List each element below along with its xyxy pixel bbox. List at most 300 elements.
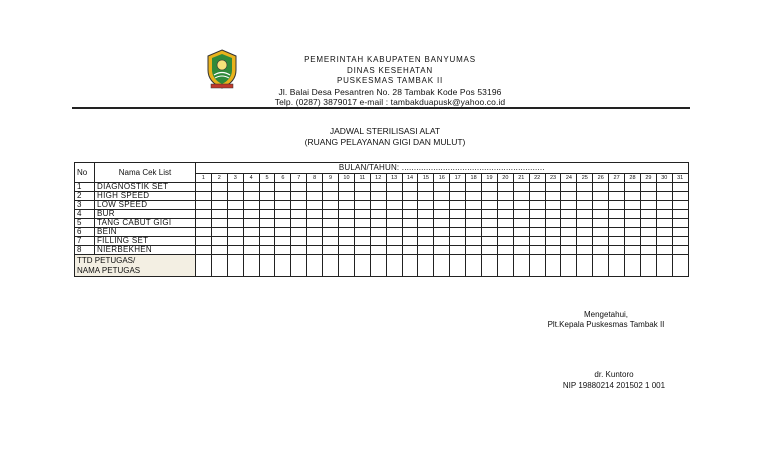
row-number: 3 bbox=[75, 201, 95, 210]
checkbox-cell[interactable] bbox=[339, 228, 355, 237]
checkbox-cell[interactable] bbox=[609, 201, 625, 210]
signature-cell[interactable] bbox=[196, 255, 212, 277]
checkbox-cell[interactable] bbox=[482, 183, 498, 192]
checkbox-cell[interactable] bbox=[354, 210, 370, 219]
checkbox-cell[interactable] bbox=[450, 228, 466, 237]
checkbox-cell[interactable] bbox=[354, 201, 370, 210]
checkbox-cell[interactable] bbox=[259, 246, 275, 255]
checkbox-cell[interactable] bbox=[640, 246, 656, 255]
checkbox-cell[interactable] bbox=[402, 183, 418, 192]
day-header: 21 bbox=[513, 174, 529, 183]
checkbox-cell[interactable] bbox=[593, 219, 609, 228]
checklist-item-name: FILLING SET bbox=[95, 237, 196, 246]
row-number: 5 bbox=[75, 219, 95, 228]
checkbox-cell[interactable] bbox=[386, 210, 402, 219]
checkbox-cell[interactable] bbox=[672, 228, 688, 237]
checkbox-cell[interactable] bbox=[402, 228, 418, 237]
checkbox-cell[interactable] bbox=[243, 192, 259, 201]
checkbox-cell[interactable] bbox=[529, 228, 545, 237]
checkbox-cell[interactable] bbox=[196, 246, 212, 255]
day-header: 1 bbox=[196, 174, 212, 183]
checkbox-cell[interactable] bbox=[291, 192, 307, 201]
checkbox-cell[interactable] bbox=[291, 183, 307, 192]
signature-cell[interactable] bbox=[466, 255, 482, 277]
signature-cell[interactable] bbox=[354, 255, 370, 277]
checkbox-cell[interactable] bbox=[577, 210, 593, 219]
checkbox-cell[interactable] bbox=[339, 183, 355, 192]
checkbox-cell[interactable] bbox=[593, 201, 609, 210]
checkbox-cell[interactable] bbox=[339, 219, 355, 228]
checkbox-cell[interactable] bbox=[561, 219, 577, 228]
checkbox-cell[interactable] bbox=[386, 237, 402, 246]
checkbox-cell[interactable] bbox=[196, 192, 212, 201]
checkbox-cell[interactable] bbox=[259, 192, 275, 201]
checkbox-cell[interactable] bbox=[307, 246, 323, 255]
checkbox-cell[interactable] bbox=[402, 192, 418, 201]
checkbox-cell[interactable] bbox=[656, 219, 672, 228]
signature-cell[interactable] bbox=[291, 255, 307, 277]
checkbox-cell[interactable] bbox=[625, 192, 641, 201]
signature-cell[interactable] bbox=[402, 255, 418, 277]
signature-cell[interactable] bbox=[307, 255, 323, 277]
checkbox-cell[interactable] bbox=[291, 246, 307, 255]
checkbox-cell[interactable] bbox=[227, 228, 243, 237]
checkbox-cell[interactable] bbox=[259, 210, 275, 219]
checkbox-cell[interactable] bbox=[561, 183, 577, 192]
day-header: 14 bbox=[402, 174, 418, 183]
checkbox-cell[interactable] bbox=[545, 228, 561, 237]
checkbox-cell[interactable] bbox=[434, 219, 450, 228]
checkbox-cell[interactable] bbox=[259, 219, 275, 228]
checkbox-cell[interactable] bbox=[466, 210, 482, 219]
checkbox-cell[interactable] bbox=[672, 246, 688, 255]
checkbox-cell[interactable] bbox=[450, 237, 466, 246]
checkbox-cell[interactable] bbox=[640, 192, 656, 201]
checkbox-cell[interactable] bbox=[354, 237, 370, 246]
checkbox-cell[interactable] bbox=[291, 210, 307, 219]
checkbox-cell[interactable] bbox=[545, 201, 561, 210]
checkbox-cell[interactable] bbox=[434, 192, 450, 201]
checkbox-cell[interactable] bbox=[466, 192, 482, 201]
checkbox-cell[interactable] bbox=[656, 237, 672, 246]
letterhead-divider bbox=[72, 107, 690, 109]
checkbox-cell[interactable] bbox=[227, 246, 243, 255]
signature-cell[interactable] bbox=[513, 255, 529, 277]
checkbox-cell[interactable] bbox=[291, 228, 307, 237]
checkbox-cell[interactable] bbox=[482, 192, 498, 201]
checkbox-cell[interactable] bbox=[402, 201, 418, 210]
checkbox-cell[interactable] bbox=[339, 237, 355, 246]
checkbox-cell[interactable] bbox=[529, 210, 545, 219]
checkbox-cell[interactable] bbox=[529, 192, 545, 201]
checkbox-cell[interactable] bbox=[513, 228, 529, 237]
checkbox-cell[interactable] bbox=[561, 246, 577, 255]
checkbox-cell[interactable] bbox=[227, 237, 243, 246]
checkbox-cell[interactable] bbox=[482, 228, 498, 237]
checkbox-cell[interactable] bbox=[402, 246, 418, 255]
checkbox-cell[interactable] bbox=[339, 210, 355, 219]
checkbox-cell[interactable] bbox=[561, 201, 577, 210]
checkbox-cell[interactable] bbox=[259, 237, 275, 246]
checkbox-cell[interactable] bbox=[275, 219, 291, 228]
checkbox-cell[interactable] bbox=[672, 237, 688, 246]
checkbox-cell[interactable] bbox=[386, 192, 402, 201]
checkbox-cell[interactable] bbox=[227, 192, 243, 201]
checkbox-cell[interactable] bbox=[577, 237, 593, 246]
checkbox-cell[interactable] bbox=[307, 192, 323, 201]
checkbox-cell[interactable] bbox=[275, 183, 291, 192]
checkbox-cell[interactable] bbox=[243, 246, 259, 255]
checkbox-cell[interactable] bbox=[450, 246, 466, 255]
day-header: 13 bbox=[386, 174, 402, 183]
checkbox-cell[interactable] bbox=[513, 210, 529, 219]
checkbox-cell[interactable] bbox=[386, 228, 402, 237]
checkbox-cell[interactable] bbox=[418, 201, 434, 210]
signature-cell[interactable] bbox=[593, 255, 609, 277]
checkbox-cell[interactable] bbox=[339, 246, 355, 255]
checkbox-cell[interactable] bbox=[370, 183, 386, 192]
checkbox-cell[interactable] bbox=[211, 201, 227, 210]
checkbox-cell[interactable] bbox=[577, 219, 593, 228]
table-header-row bbox=[75, 163, 689, 174]
checkbox-cell[interactable] bbox=[497, 237, 513, 246]
checkbox-cell[interactable] bbox=[307, 228, 323, 237]
signature-cell[interactable] bbox=[450, 255, 466, 277]
signature-cell[interactable] bbox=[577, 255, 593, 277]
checkbox-cell[interactable] bbox=[466, 246, 482, 255]
checkbox-cell[interactable] bbox=[545, 192, 561, 201]
checkbox-cell[interactable] bbox=[561, 192, 577, 201]
checkbox-cell[interactable] bbox=[196, 237, 212, 246]
checkbox-cell[interactable] bbox=[482, 237, 498, 246]
checkbox-cell[interactable] bbox=[339, 192, 355, 201]
checkbox-cell[interactable] bbox=[672, 210, 688, 219]
signature-cell[interactable] bbox=[339, 255, 355, 277]
checkbox-cell[interactable] bbox=[640, 183, 656, 192]
signature-cell[interactable] bbox=[434, 255, 450, 277]
checkbox-cell[interactable] bbox=[609, 183, 625, 192]
checkbox-cell[interactable] bbox=[625, 210, 641, 219]
checkbox-cell[interactable] bbox=[545, 246, 561, 255]
checkbox-cell[interactable] bbox=[196, 183, 212, 192]
checkbox-cell[interactable] bbox=[418, 219, 434, 228]
checkbox-cell[interactable] bbox=[545, 219, 561, 228]
checkbox-cell[interactable] bbox=[513, 237, 529, 246]
checkbox-cell[interactable] bbox=[354, 228, 370, 237]
checkbox-cell[interactable] bbox=[609, 192, 625, 201]
checkbox-cell[interactable] bbox=[291, 237, 307, 246]
checkbox-cell[interactable] bbox=[227, 210, 243, 219]
checkbox-cell[interactable] bbox=[370, 237, 386, 246]
checkbox-cell[interactable] bbox=[323, 219, 339, 228]
checkbox-cell[interactable] bbox=[386, 183, 402, 192]
checkbox-cell[interactable] bbox=[339, 201, 355, 210]
checkbox-cell[interactable] bbox=[513, 201, 529, 210]
checkbox-cell[interactable] bbox=[323, 183, 339, 192]
checkbox-cell[interactable] bbox=[450, 183, 466, 192]
checkbox-cell[interactable] bbox=[593, 237, 609, 246]
checkbox-cell[interactable] bbox=[434, 237, 450, 246]
day-header: 30 bbox=[656, 174, 672, 183]
checkbox-cell[interactable] bbox=[211, 237, 227, 246]
checkbox-cell[interactable] bbox=[466, 219, 482, 228]
checkbox-cell[interactable] bbox=[482, 246, 498, 255]
document-title-block bbox=[240, 126, 530, 148]
checkbox-cell[interactable] bbox=[323, 201, 339, 210]
checkbox-cell[interactable] bbox=[609, 210, 625, 219]
signature-cell[interactable] bbox=[656, 255, 672, 277]
checkbox-cell[interactable] bbox=[609, 219, 625, 228]
checkbox-cell[interactable] bbox=[450, 219, 466, 228]
checkbox-cell[interactable] bbox=[370, 192, 386, 201]
signature-cell[interactable] bbox=[561, 255, 577, 277]
checkbox-cell[interactable] bbox=[625, 219, 641, 228]
checkbox-cell[interactable] bbox=[529, 201, 545, 210]
checkbox-cell[interactable] bbox=[497, 210, 513, 219]
checkbox-cell[interactable] bbox=[482, 201, 498, 210]
checkbox-cell[interactable] bbox=[656, 210, 672, 219]
checkbox-cell[interactable] bbox=[593, 246, 609, 255]
checkbox-cell[interactable] bbox=[370, 219, 386, 228]
signature-cell[interactable] bbox=[545, 255, 561, 277]
checkbox-cell[interactable] bbox=[593, 192, 609, 201]
checkbox-cell[interactable] bbox=[418, 228, 434, 237]
checkbox-cell[interactable] bbox=[196, 201, 212, 210]
checkbox-cell[interactable] bbox=[656, 228, 672, 237]
checkbox-cell[interactable] bbox=[434, 246, 450, 255]
checkbox-cell[interactable] bbox=[513, 183, 529, 192]
checkbox-cell[interactable] bbox=[577, 183, 593, 192]
checkbox-cell[interactable] bbox=[402, 210, 418, 219]
checkbox-cell[interactable] bbox=[354, 183, 370, 192]
checkbox-cell[interactable] bbox=[513, 219, 529, 228]
checkbox-cell[interactable] bbox=[656, 246, 672, 255]
checkbox-cell[interactable] bbox=[211, 246, 227, 255]
checkbox-cell[interactable] bbox=[434, 201, 450, 210]
checkbox-cell[interactable] bbox=[307, 201, 323, 210]
checkbox-cell[interactable] bbox=[577, 201, 593, 210]
table-row bbox=[75, 201, 689, 210]
checkbox-cell[interactable] bbox=[545, 237, 561, 246]
checkbox-cell[interactable] bbox=[307, 237, 323, 246]
checkbox-cell[interactable] bbox=[259, 228, 275, 237]
checkbox-cell[interactable] bbox=[466, 201, 482, 210]
checkbox-cell[interactable] bbox=[640, 228, 656, 237]
checkbox-cell[interactable] bbox=[561, 228, 577, 237]
checkbox-cell[interactable] bbox=[529, 246, 545, 255]
checkbox-cell[interactable] bbox=[434, 183, 450, 192]
signature-cell[interactable] bbox=[672, 255, 688, 277]
checkbox-cell[interactable] bbox=[418, 192, 434, 201]
checkbox-cell[interactable] bbox=[466, 228, 482, 237]
checkbox-cell[interactable] bbox=[227, 201, 243, 210]
signature-cell[interactable] bbox=[640, 255, 656, 277]
checkbox-cell[interactable] bbox=[370, 201, 386, 210]
checkbox-cell[interactable] bbox=[640, 219, 656, 228]
checkbox-cell[interactable] bbox=[672, 183, 688, 192]
checkbox-cell[interactable] bbox=[211, 219, 227, 228]
checkbox-cell[interactable] bbox=[196, 228, 212, 237]
checkbox-cell[interactable] bbox=[323, 237, 339, 246]
checkbox-cell[interactable] bbox=[609, 228, 625, 237]
checkbox-cell[interactable] bbox=[593, 228, 609, 237]
checkbox-cell[interactable] bbox=[625, 201, 641, 210]
checkbox-cell[interactable] bbox=[466, 237, 482, 246]
checkbox-cell[interactable] bbox=[561, 237, 577, 246]
checkbox-cell[interactable] bbox=[625, 237, 641, 246]
checkbox-cell[interactable] bbox=[482, 210, 498, 219]
checkbox-cell[interactable] bbox=[497, 192, 513, 201]
checkbox-cell[interactable] bbox=[354, 192, 370, 201]
checkbox-cell[interactable] bbox=[545, 183, 561, 192]
checkbox-cell[interactable] bbox=[275, 237, 291, 246]
checkbox-cell[interactable] bbox=[672, 201, 688, 210]
checkbox-cell[interactable] bbox=[577, 192, 593, 201]
checkbox-cell[interactable] bbox=[370, 228, 386, 237]
signature-cell[interactable] bbox=[259, 255, 275, 277]
checkbox-cell[interactable] bbox=[275, 201, 291, 210]
checkbox-cell[interactable] bbox=[656, 183, 672, 192]
signature-cell[interactable] bbox=[370, 255, 386, 277]
signature-cell[interactable] bbox=[529, 255, 545, 277]
signature-cell[interactable] bbox=[482, 255, 498, 277]
checkbox-cell[interactable] bbox=[323, 210, 339, 219]
checkbox-cell[interactable] bbox=[323, 246, 339, 255]
checkbox-cell[interactable] bbox=[529, 237, 545, 246]
checkbox-cell[interactable] bbox=[625, 183, 641, 192]
checkbox-cell[interactable] bbox=[418, 237, 434, 246]
checkbox-cell[interactable] bbox=[386, 201, 402, 210]
checkbox-cell[interactable] bbox=[497, 228, 513, 237]
row-number: 7 bbox=[75, 237, 95, 246]
signature-cell[interactable] bbox=[418, 255, 434, 277]
signature-cell[interactable] bbox=[227, 255, 243, 277]
checkbox-cell[interactable] bbox=[640, 201, 656, 210]
checkbox-cell[interactable] bbox=[227, 183, 243, 192]
checkbox-cell[interactable] bbox=[275, 210, 291, 219]
letterhead-government: PEMERINTAH KABUPATEN BANYUMAS bbox=[304, 55, 476, 64]
signature-cell[interactable] bbox=[243, 255, 259, 277]
checkbox-cell[interactable] bbox=[259, 183, 275, 192]
checkbox-cell[interactable] bbox=[656, 192, 672, 201]
checkbox-cell[interactable] bbox=[450, 210, 466, 219]
checkbox-cell[interactable] bbox=[625, 246, 641, 255]
checkbox-cell[interactable] bbox=[402, 219, 418, 228]
banyumas-regency-emblem-icon bbox=[205, 48, 239, 90]
checkbox-cell[interactable] bbox=[450, 192, 466, 201]
signature-cell[interactable] bbox=[386, 255, 402, 277]
checkbox-cell[interactable] bbox=[386, 246, 402, 255]
checkbox-cell[interactable] bbox=[497, 219, 513, 228]
signature-cell[interactable] bbox=[609, 255, 625, 277]
checkbox-cell[interactable] bbox=[196, 210, 212, 219]
day-header: 31 bbox=[672, 174, 688, 183]
checkbox-cell[interactable] bbox=[354, 219, 370, 228]
checkbox-cell[interactable] bbox=[243, 228, 259, 237]
checkbox-cell[interactable] bbox=[672, 192, 688, 201]
signature-cell[interactable] bbox=[323, 255, 339, 277]
checkbox-cell[interactable] bbox=[577, 228, 593, 237]
checkbox-cell[interactable] bbox=[450, 201, 466, 210]
checkbox-cell[interactable] bbox=[418, 246, 434, 255]
checkbox-cell[interactable] bbox=[370, 210, 386, 219]
checkbox-cell[interactable] bbox=[609, 237, 625, 246]
checkbox-cell[interactable] bbox=[211, 192, 227, 201]
checkbox-cell[interactable] bbox=[291, 219, 307, 228]
checklist-item-name: NIERBEKHEN bbox=[95, 246, 196, 255]
checkbox-cell[interactable] bbox=[291, 201, 307, 210]
checkbox-cell[interactable] bbox=[672, 219, 688, 228]
checkbox-cell[interactable] bbox=[545, 210, 561, 219]
checkbox-cell[interactable] bbox=[593, 183, 609, 192]
day-header: 6 bbox=[275, 174, 291, 183]
checkbox-cell[interactable] bbox=[323, 192, 339, 201]
checkbox-cell[interactable] bbox=[497, 201, 513, 210]
checkbox-cell[interactable] bbox=[243, 183, 259, 192]
checkbox-cell[interactable] bbox=[307, 183, 323, 192]
checkbox-cell[interactable] bbox=[243, 237, 259, 246]
checkbox-cell[interactable] bbox=[482, 219, 498, 228]
checkbox-cell[interactable] bbox=[593, 210, 609, 219]
checkbox-cell[interactable] bbox=[640, 237, 656, 246]
checkbox-cell[interactable] bbox=[307, 219, 323, 228]
checkbox-cell[interactable] bbox=[529, 183, 545, 192]
checkbox-cell[interactable] bbox=[370, 246, 386, 255]
signature-cell[interactable] bbox=[497, 255, 513, 277]
day-header: 25 bbox=[577, 174, 593, 183]
checkbox-cell[interactable] bbox=[243, 219, 259, 228]
checkbox-cell[interactable] bbox=[466, 183, 482, 192]
checkbox-cell[interactable] bbox=[323, 228, 339, 237]
checkbox-cell[interactable] bbox=[418, 210, 434, 219]
checkbox-cell[interactable] bbox=[354, 246, 370, 255]
signature-cell[interactable] bbox=[275, 255, 291, 277]
checkbox-cell[interactable] bbox=[434, 228, 450, 237]
checkbox-cell[interactable] bbox=[243, 201, 259, 210]
checkbox-cell[interactable] bbox=[211, 210, 227, 219]
checkbox-cell[interactable] bbox=[513, 246, 529, 255]
checkbox-cell[interactable] bbox=[275, 228, 291, 237]
checkbox-cell[interactable] bbox=[196, 219, 212, 228]
checkbox-cell[interactable] bbox=[259, 201, 275, 210]
signature-cell[interactable] bbox=[625, 255, 641, 277]
checkbox-cell[interactable] bbox=[243, 210, 259, 219]
checkbox-cell[interactable] bbox=[625, 228, 641, 237]
checkbox-cell[interactable] bbox=[275, 192, 291, 201]
signature-cell[interactable] bbox=[211, 255, 227, 277]
checkbox-cell[interactable] bbox=[609, 246, 625, 255]
checkbox-cell[interactable] bbox=[418, 183, 434, 192]
checkbox-cell[interactable] bbox=[211, 183, 227, 192]
checkbox-cell[interactable] bbox=[497, 246, 513, 255]
checkbox-cell[interactable] bbox=[529, 219, 545, 228]
checkbox-cell[interactable] bbox=[656, 201, 672, 210]
checkbox-cell[interactable] bbox=[497, 183, 513, 192]
checkbox-cell[interactable] bbox=[434, 210, 450, 219]
checkbox-cell[interactable] bbox=[275, 246, 291, 255]
checkbox-cell[interactable] bbox=[640, 210, 656, 219]
checkbox-cell[interactable] bbox=[227, 219, 243, 228]
checkbox-cell[interactable] bbox=[211, 228, 227, 237]
checkbox-cell[interactable] bbox=[386, 219, 402, 228]
checkbox-cell[interactable] bbox=[577, 246, 593, 255]
day-header: 16 bbox=[434, 174, 450, 183]
table-row bbox=[75, 237, 689, 246]
checkbox-cell[interactable] bbox=[561, 210, 577, 219]
checkbox-cell[interactable] bbox=[307, 210, 323, 219]
checkbox-cell[interactable] bbox=[402, 237, 418, 246]
checkbox-cell[interactable] bbox=[513, 192, 529, 201]
